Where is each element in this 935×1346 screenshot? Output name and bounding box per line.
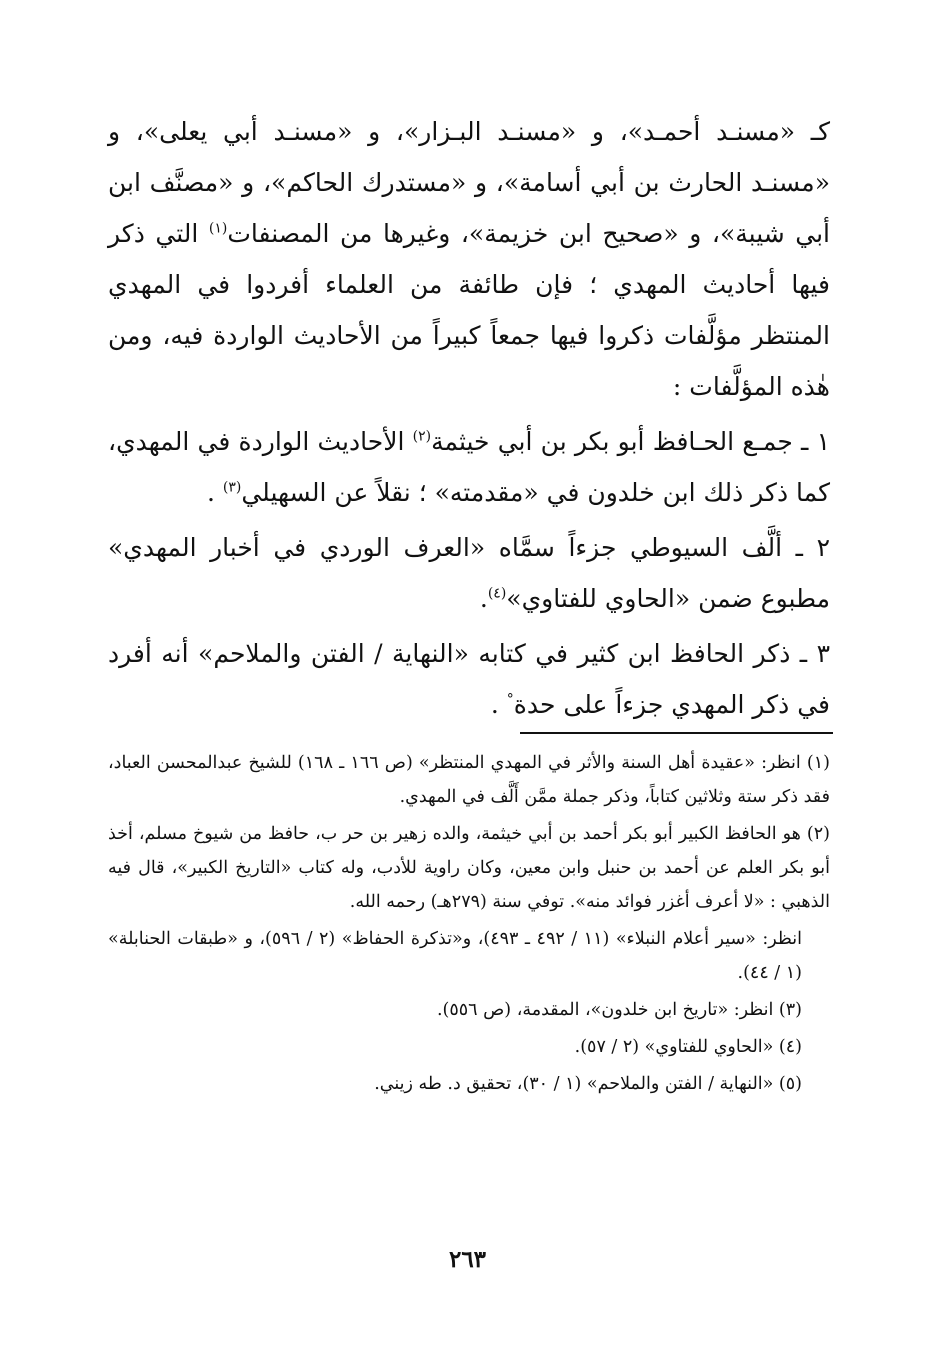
- intro-paragraph: [108, 106, 830, 412]
- footnote-ref-4: (٤): [487, 585, 507, 602]
- footnote-5: (٥) «النهاية / الفتن والملاحم» (١ / ٣٠)، تحقيق د. طه زيني.: [374, 1074, 802, 1094]
- main-text: [108, 106, 830, 730]
- footnote-divider: [520, 732, 833, 734]
- list-item-2-text-end: .: [479, 584, 488, 613]
- footnote-ref-3: (٣): [222, 479, 242, 496]
- footnote-ref-1: (١): [208, 220, 228, 237]
- intro-text: كـ «مسنـد أحمـد»، و «مسنـد البـزار»، و «مسنـد أبي يعلى»، و «مسنـد الحارث بن أبي أسامة»، و «مستدرك الحاكم»، و «مصنَّف ابن أبي شيبة»، و «صحيح ابن خزيمة»، وغيرها من المصنفات: [108, 117, 831, 248]
- list-item-3-text-end: .: [490, 690, 507, 719]
- intro-text-tail: التي ذكر فيها أحاديث المهدي ؛ فإن طائفة من العلماء أفردوا في المهدي المنتظر مؤلَّفات ذكروا فيها جمعاً كبيراً من الأحاديث الواردة فيه، ومن هٰذه المؤلَّفات :: [108, 219, 830, 401]
- list-item-2: [108, 522, 830, 624]
- footnote-4: (٤) «الحاوي للفتاوي» (٢ / ٥٧).: [574, 1037, 802, 1057]
- list-item-2-text: ٢ ـ ألَّف السيوطي جزءاً سمَّاه «العرف الوردي في أخبار المهدي» مطبوع ضمن «الحاوي للفتاوي»: [108, 533, 830, 613]
- list-item-3: [108, 628, 830, 730]
- list-item-1: [108, 416, 830, 518]
- footnote-ref-5: °: [506, 691, 514, 708]
- footnote-ref-2: (٢): [412, 428, 432, 445]
- list-item-1-text-end: .: [206, 478, 223, 507]
- footnote-3: (٣) انظر: «تاريخ ابن خلدون»، المقدمة، (ص ٥٥٦).: [436, 1000, 802, 1020]
- footnote-2-sources: انظر: «سير أعلام النبلاء» (١١ / ٤٩٢ ـ ٤٩٣)، و«تذكرة الحفاظ» (٢ / ٥٩٦)، و «طبقات الحنابلة» (١ / ٤٤).: [108, 929, 803, 983]
- page-number: ٢٦٣: [448, 1246, 487, 1273]
- footnote-2: (٢) هو الحافظ الكبير أبو بكر أحمد بن أبي خيثمة، والده زهير بن حر ب، حافظ من شيوخ مسلم، أخذ أبو بكر العلم عن أحمد بن حنبل وابن معين، وكان راوية للأدب، وله كتاب «التاريخ الكبير»، قال فيه الذهبي : «لا أعرف أغزر فوائد منه». توفي سنة (٢٧٩هـ) رحمه الله.: [108, 824, 830, 912]
- list-item-1-text: ١ ـ جمـع الحـافظ أبو بكر بن أبي خيثمة: [431, 427, 831, 456]
- list-item-3-text: ٣ ـ ذكر الحافظ ابن كثير في كتابه «النهاية / الفتن والملاحم» أنه أفرد في ذكر المهدي جزءاً على حدة: [108, 639, 830, 719]
- list-item-1-text-cont: الأحاديث الواردة في المهدي، كما ذكر ذلك ابن خلدون في «مقدمته» ؛ نقلاً عن السهيلي: [108, 427, 830, 507]
- footnote-1: (١) انظر: «عقيدة أهل السنة والأثر في المهدي المنتظر» (ص ١٦٦ ـ ١٦٨) للشيخ عبدالمحسن العباد، فقد ذكر ستة وثلاثين كتاباً، وذكر جملة ممَّن أَلَّف في المهدي.: [108, 753, 830, 807]
- footnotes: [108, 746, 830, 1101]
